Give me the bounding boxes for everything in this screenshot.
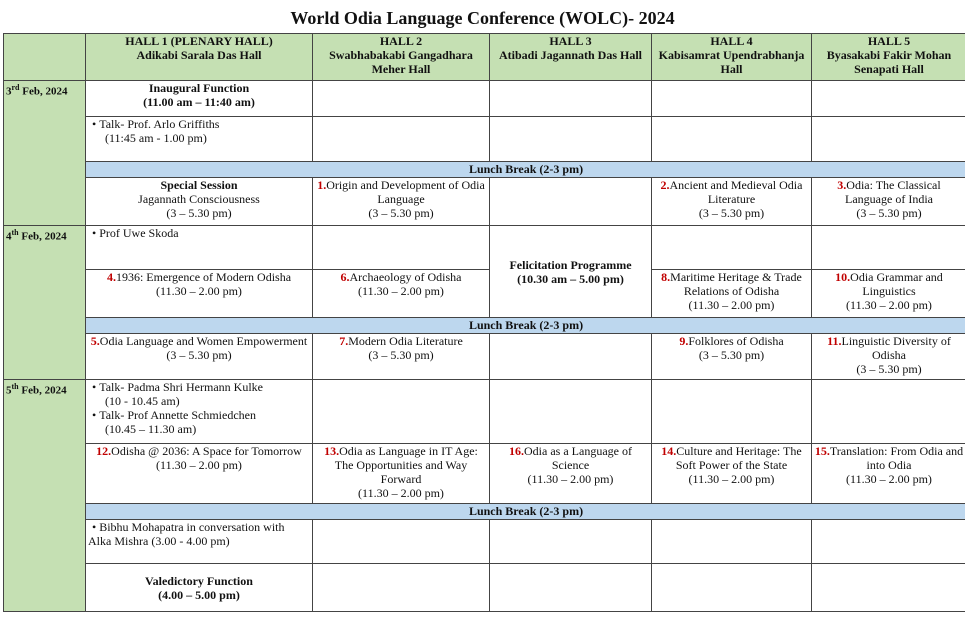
session-cell: 7.Modern Odia Literature (3 – 5.30 pm): [313, 334, 490, 380]
inaugural-function: Inaugural Function (11.00 am – 11:40 am): [86, 81, 313, 117]
schedule-table: [3, 33, 965, 612]
schedule-row: [4, 117, 965, 162]
session-cell: 11.Linguistic Diversity of Odisha (3 – 5.30 pm): [812, 334, 965, 380]
session-cell: 4.1936: Emergence of Modern Odisha (11.30 – 2.00 pm): [86, 270, 313, 318]
schedule-row: [4, 564, 965, 612]
session-cell: 15.Translation: From Odia and into Odia (11.30 – 2.00 pm): [812, 444, 965, 504]
hall-header: HALL 5 Byasakabi Fakir Mohan Senapati Hall: [812, 34, 965, 81]
lunch-row: [4, 162, 965, 178]
schedule-row: [4, 226, 965, 270]
hall-header: HALL 3 Atibadi Jagannath Das Hall: [490, 34, 652, 81]
session-cell: 9.Folklores of Odisha (3 – 5.30 pm): [652, 334, 812, 380]
schedule-row: [4, 81, 965, 117]
hall-header: HALL 1 (PLENARY HALL) Adikabi Sarala Das Hall: [86, 34, 313, 81]
date-cell: 4th Feb, 2024: [4, 226, 86, 380]
date-cell: 5th Feb, 2024: [4, 380, 86, 612]
schedule-row: [4, 270, 965, 318]
felicitation-programme: Felicitation Programme (10.30 am – 5.00 pm): [490, 226, 652, 318]
session-cell: 14.Culture and Heritage: The Soft Power of the State (11.30 – 2.00 pm): [652, 444, 812, 504]
schedule-row: [4, 520, 965, 564]
session-cell: 6.Archaeology of Odisha (11.30 – 2.00 pm): [313, 270, 490, 318]
lunch-break: Lunch Break (2-3 pm): [86, 504, 965, 520]
lunch-break: Lunch Break (2-3 pm): [86, 318, 965, 334]
special-session: Special Session Jagannath Consciousness (3 – 5.30 pm): [86, 178, 313, 226]
session-cell: 13.Odia as Language in IT Age: The Opportunities and Way Forward (11.30 – 2.00 pm): [313, 444, 490, 504]
hall-header: HALL 2 Swabhabakabi Gangadhara Meher Hall: [313, 34, 490, 81]
session-cell: 1.Origin and Development of Odia Language (3 – 5.30 pm): [313, 178, 490, 226]
hall-header: HALL 4 Kabisamrat Upendrabhanja Hall: [652, 34, 812, 81]
schedule-row: [4, 178, 965, 226]
page-title: World Odia Language Conference (WOLC)- 2024: [290, 8, 675, 28]
talk-item: • Prof Uwe Skoda: [86, 226, 313, 270]
lunch-row: [4, 318, 965, 334]
session-cell: 2.Ancient and Medieval Odia Literature (3 – 5.30 pm): [652, 178, 812, 226]
date-cell: 3rd Feb, 2024: [4, 81, 86, 226]
talk-item: • Talk- Prof. Arlo Griffiths (11:45 am - 1.00 pm): [86, 117, 313, 162]
corner-cell: [4, 34, 86, 81]
session-cell: 16.Odia as a Language of Science (11.30 – 2.00 pm): [490, 444, 652, 504]
conversation-item: • Bibhu Mohapatra in conversation with Alka Mishra (3.00 - 4.00 pm): [86, 520, 313, 564]
schedule-row: [4, 444, 965, 504]
schedule-row: [4, 334, 965, 380]
session-cell: 5.Odia Language and Women Empowerment (3 – 5.30 pm): [86, 334, 313, 380]
valedictory-function: Valedictory Function (4.00 – 5.00 pm): [86, 564, 313, 612]
header-row: [4, 34, 965, 81]
lunch-break: Lunch Break (2-3 pm): [86, 162, 965, 178]
session-cell: 3.Odia: The Classical Language of India (3 – 5.30 pm): [812, 178, 965, 226]
lunch-row: [4, 504, 965, 520]
session-cell: 8.Maritime Heritage & Trade Relations of Odisha (11.30 – 2.00 pm): [652, 270, 812, 318]
session-cell: 10.Odia Grammar and Linguistics (11.30 – 2.00 pm): [812, 270, 965, 318]
session-cell: 12.Odisha @ 2036: A Space for Tomorrow (11.30 – 2.00 pm): [86, 444, 313, 504]
schedule-row: [4, 380, 965, 444]
talk-item: • Talk- Padma Shri Hermann Kulke (10 - 10.45 am) • Talk- Prof Annette Schmiedchen (10.45 – 11.30 am): [86, 380, 313, 444]
